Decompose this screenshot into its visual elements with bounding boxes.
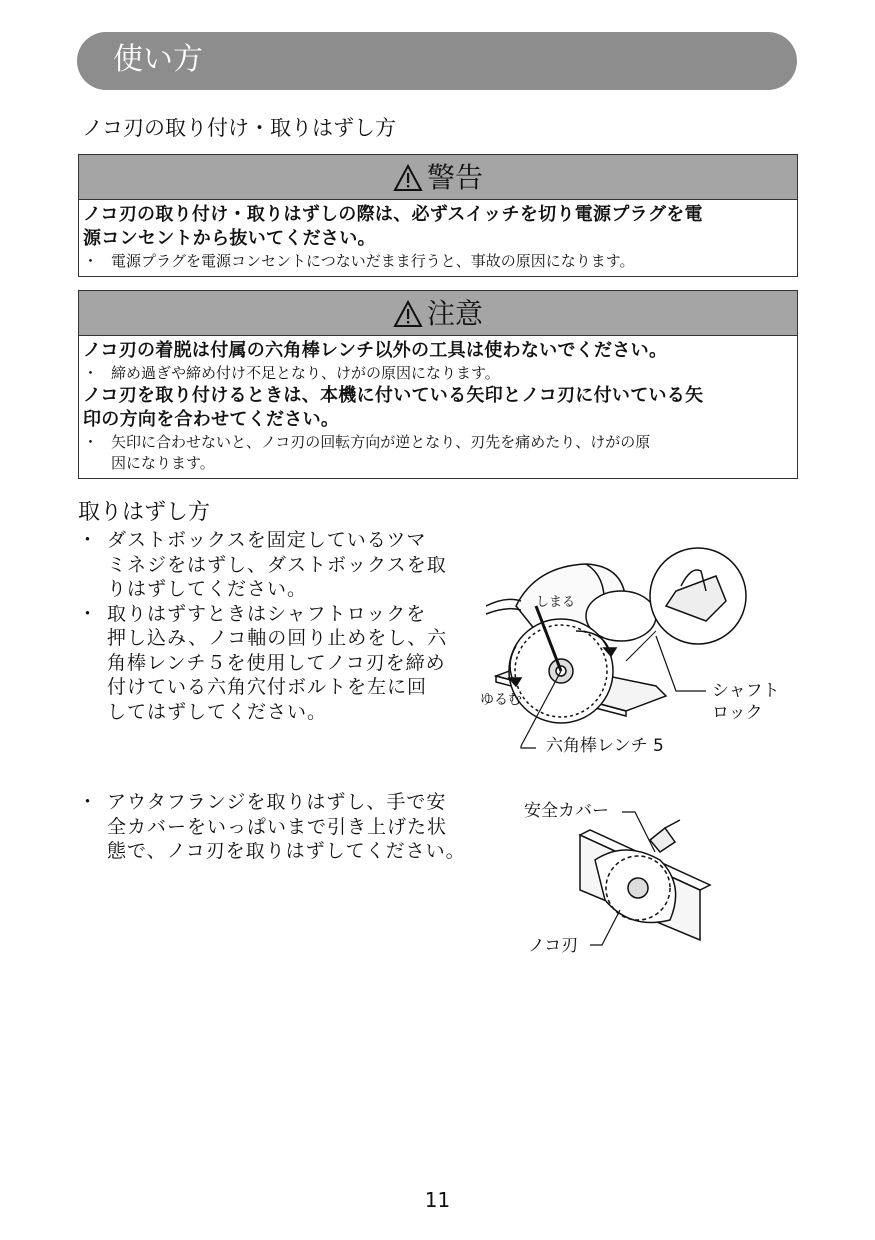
step-text: 取りはずすときはシャフトロックを <box>107 602 427 625</box>
caution-note <box>83 432 791 474</box>
warning-box <box>78 154 798 277</box>
caution-note-text: 矢印に合わせないと、ノコ刃の回転方向が逆となり、刃先を痛めたり、けがの原 <box>111 433 651 451</box>
wrench-label: 六角棒レンチ 5 <box>546 736 664 756</box>
warning-box-header <box>79 155 797 200</box>
shaft-lock-label-line: ロック <box>712 703 763 723</box>
bullet-dot: ・ <box>78 529 99 551</box>
tighten-label: しまる <box>536 595 576 610</box>
step-text: ミネジをはずし、ダストボックスを取 <box>107 553 447 576</box>
bullet-dot: ・ <box>78 791 99 813</box>
removal-step-3 <box>78 790 468 864</box>
step-text: 全カバーをいっぱいまで引き上げた状 <box>107 815 448 838</box>
step-item <box>78 528 468 602</box>
warning-strong-line: 源コンセントから抜いてください。 <box>83 228 376 249</box>
removal-section-title: 取りはずし方 <box>78 500 211 525</box>
caution-strong-line: ノコ刃の着脱は付属の六角棒レンチ以外の工具は使わないでください。 <box>83 340 668 361</box>
page-number: 11 <box>424 1188 451 1212</box>
step-text: りはずしてください。 <box>107 578 308 600</box>
chapter-title: 使い方 <box>113 42 203 77</box>
caution-note-text: 締め過ぎや締め付け不足となり、けがの原因になります。 <box>111 364 500 382</box>
safety-guard-label: 安全カバー <box>524 801 609 821</box>
shaft-lock-label-line: シャフト <box>712 681 780 701</box>
caution-note <box>83 363 791 384</box>
step-text: 付けている六角穴付ボルトを左に回 <box>107 676 428 698</box>
step-text: アウタフランジを取りはずし、手で安 <box>107 791 447 813</box>
caution-title: 注意 <box>426 297 483 330</box>
step-text: 角棒レンチ５を使用してノコ刃を締め <box>107 651 446 674</box>
caution-note-text: 因になります。 <box>111 454 215 472</box>
warning-triangle-icon <box>393 300 423 328</box>
warning-triangle-icon <box>393 164 423 192</box>
bullet-dot: ・ <box>83 433 99 451</box>
blade-label: ノコ刃 <box>528 936 579 956</box>
saw-illustration <box>476 536 806 766</box>
caution-box-header <box>79 291 797 336</box>
warning-strong-line: ノコ刃の取り付け・取りはずしの際は、必ずスイッチを切り電源プラグを電 <box>83 204 703 225</box>
bullet-dot: ・ <box>78 602 99 625</box>
guard-blade-figure <box>520 790 740 970</box>
saw-shaft-lock-figure <box>476 536 806 766</box>
caution-box-body <box>79 336 797 478</box>
step-text: 押し込み、ノコ軸の回り止めをし、六 <box>107 627 448 649</box>
warning-note <box>83 251 791 272</box>
step-text: してはずしてください。 <box>107 700 328 723</box>
step-item <box>78 790 468 864</box>
section-subheading: ノコ刃の取り付け・取りはずし方 <box>82 116 396 140</box>
warning-title: 警告 <box>426 161 483 194</box>
caution-strong-line: 印の方向を合わせてください。 <box>83 409 340 430</box>
loosen-label: ゆるむ <box>480 692 522 708</box>
step-text: ダストボックスを固定しているツマ <box>107 529 427 551</box>
caution-box <box>78 290 798 479</box>
shaft-lock-label <box>712 680 780 724</box>
bullet-dot: ・ <box>83 252 99 270</box>
step-item <box>78 602 468 725</box>
chapter-header-bar <box>77 32 797 90</box>
warning-note-text: 電源プラグを電源コンセントにつないだまま行うと、事故の原因になります。 <box>111 252 635 270</box>
warning-box-body <box>79 200 797 276</box>
step-text: 態で、ノコ刃を取りはずしてください。 <box>107 840 466 862</box>
caution-strong-line: ノコ刃を取り付けるときは、本機に付いている矢印とノコ刃に付いている矢 <box>83 385 704 406</box>
removal-steps-1-2 <box>78 528 468 724</box>
bullet-dot: ・ <box>83 364 99 382</box>
